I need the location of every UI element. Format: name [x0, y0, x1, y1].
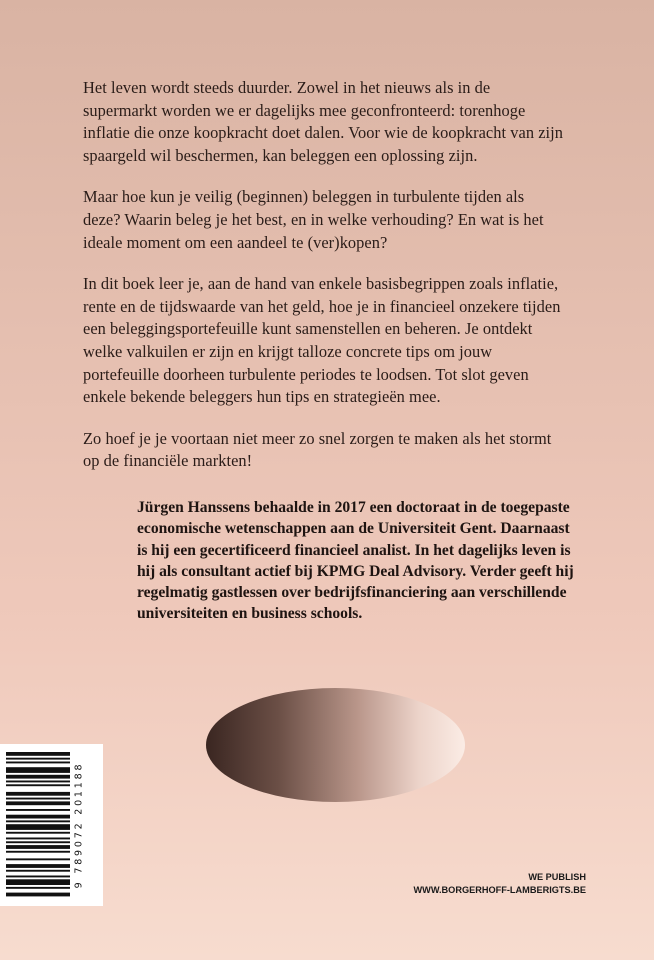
- barcode-bar: [6, 893, 70, 897]
- barcode-bar: [6, 838, 70, 840]
- author-bio: Jürgen Hanssens behaalde in 2017 een doctoraat in de toegepaste economische wetenschappen aan de Universiteit Gent. Daarnaast is hij een gecertificeerd financieel analist. In het dagelijks leven is hij als consultant actief bij KPMG Deal Advisory. Verder geeft hij regelmatig gastlessen over bedrijfsfinanciering aan verschillende universiteiten en business schools.: [137, 499, 574, 623]
- barcode-bar: [6, 815, 70, 819]
- barcode-bar: [6, 858, 70, 860]
- barcode-bar: [6, 801, 70, 805]
- barcode-bar: [6, 841, 70, 843]
- barcode-bar: [6, 845, 70, 849]
- barcode-bar: [6, 824, 70, 830]
- barcode-bar: [6, 851, 70, 853]
- barcode-bar: [6, 767, 70, 773]
- barcode-bar: [6, 864, 70, 868]
- publisher-tagline: WE PUBLISH: [528, 872, 586, 882]
- barcode-bar: [6, 752, 70, 756]
- barcode-bars: [0, 744, 103, 906]
- publisher-website[interactable]: WWW.BORGERHOFF-LAMBERIGTS.BE: [413, 884, 586, 895]
- blurb-paragraph-1: Het leven wordt steeds duurder. Zowel in het nieuws als in de supermarkt worden we er dagelijks mee geconfronteerd: torenhoge inflatie die onze koopkracht doet dalen. Voor wie de koopkracht van zijn spaargeld wil beschermen, kan beleggen een oplossing zijn.: [83, 78, 563, 165]
- barcode-bar: [6, 876, 70, 878]
- barcode-bar: [6, 832, 70, 834]
- publisher-info: [413, 871, 586, 896]
- barcode-bar: [6, 775, 70, 779]
- barcode-bar: [6, 887, 70, 889]
- gradient-ellipse-graphic: [206, 688, 465, 802]
- barcode-bar: [6, 879, 70, 885]
- barcode-bar: [6, 809, 70, 811]
- barcode-bar: [6, 792, 70, 796]
- back-cover-blurb: [83, 77, 563, 492]
- isbn-number: 9 789072 201188: [73, 761, 85, 889]
- barcode-bar: [6, 762, 70, 764]
- barcode-bar: [6, 870, 70, 872]
- blurb-paragraph-3: In dit boek leer je, aan de hand van enkele basisbegrippen zoals inflatie, rente en de tijdswaarde van het geld, hoe je in financieel onzekere tijden een beleggingsportefeuille kunt samenstellen en beheren. Je ontdekt welke valkuilen er zijn en krijgt talloze concrete tips om jouw portefeuille doorheen turbulente periodes te loodsen. Tot slot geven enkele bekende beleggers hun tips en strategieën mee.: [83, 274, 561, 407]
- blurb-paragraph-4: Zo hoef je je voortaan niet meer zo snel zorgen te maken als het stormt op de financiële markten!: [83, 428, 552, 471]
- barcode-bar: [6, 798, 70, 800]
- barcode-bar: [6, 820, 70, 822]
- barcode-bar: [6, 758, 70, 760]
- isbn-barcode: [0, 744, 103, 906]
- blurb-paragraph-2: Maar hoe kun je veilig (beginnen) beleggen in turbulente tijden als deze? Waarin beleg je het best, en in welke verhouding? En wat is het ideale moment om een aandeel te (ver)kopen?: [83, 187, 544, 252]
- barcode-bar: [6, 784, 70, 786]
- barcode-bar: [6, 781, 70, 783]
